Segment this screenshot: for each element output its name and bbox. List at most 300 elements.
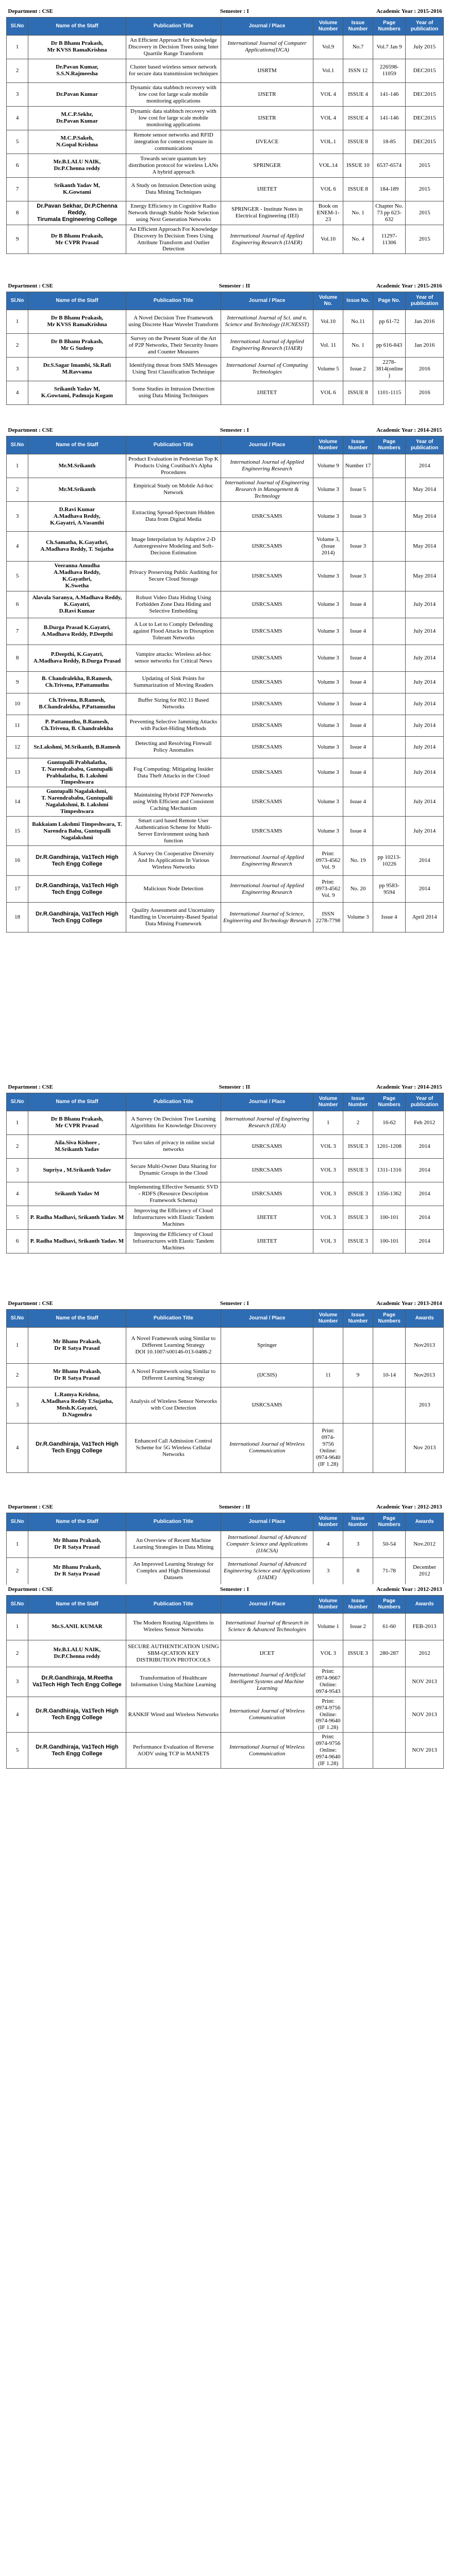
publication-title-cell: Preventing Selective Jamming Attacks with Packet-Hiding Methods: [126, 715, 221, 736]
table-row: [7, 1423, 444, 1472]
journal-name-cell: International Journal of Science, Engineering and Technology Research: [221, 903, 313, 933]
column-header: Journal / Place: [221, 292, 313, 310]
publication-table: [6, 1298, 444, 1473]
issue-cell: Issue 4: [343, 693, 373, 715]
journal-name-cell: International Journal of Advanced Engineering Science and Applications (IJADE): [221, 1557, 313, 1584]
journal-name-cell: IJIETET: [221, 177, 313, 201]
staff-name-cell: Sr.Lakshmi, M.Srikanth, B.Ramesh: [28, 736, 126, 758]
column-header: Page Numbers: [373, 1595, 406, 1613]
issue-cell: ISSUE 8: [343, 381, 373, 404]
year-cell: July 2014: [406, 693, 444, 715]
pages-cell: 18-85: [373, 130, 406, 154]
column-header: Sl.No: [7, 1595, 28, 1613]
journal-name-cell: IJSRCSAMS: [221, 1158, 313, 1182]
volume-cell: Vol.10: [313, 225, 343, 254]
journal-name-cell: IJSRCSAMS: [221, 671, 313, 693]
volume-cell: 11: [313, 1363, 343, 1387]
row-number-cell: 2: [7, 1640, 28, 1667]
pages-cell: [373, 454, 406, 478]
year-cell: July 2014: [406, 817, 444, 846]
volume-cell: Volume 3: [313, 671, 343, 693]
staff-name-cell: Mr Bhanu Prakash, Dr R Satya Prasad: [28, 1557, 126, 1584]
issue-cell: No. 20: [343, 876, 373, 903]
column-header: Page Numbers: [373, 436, 406, 454]
pages-cell: pp 10213-10226: [373, 846, 406, 876]
year-cell: July 2014: [406, 715, 444, 736]
year-cell: July 2014: [406, 645, 444, 671]
journal-name-cell: International Journal of Applied Engineering Research (IJAER): [221, 225, 313, 254]
pages-cell: 61-60: [373, 1613, 406, 1640]
pages-cell: [373, 693, 406, 715]
volume-cell: VOL.14: [313, 154, 343, 177]
staff-name-cell: Bakkaiam Lakshmi Timpeshwara, T. Narendra Babu, Guntupalli Nagalakshmi: [28, 817, 126, 846]
pages-cell: 1201-1208: [373, 1134, 405, 1158]
journal-name-cell: IJSRCSAMS: [221, 715, 313, 736]
issue-cell: Issue 2: [343, 357, 373, 381]
column-header: Sl.No: [7, 1093, 28, 1111]
pages-cell: [373, 1667, 406, 1697]
staff-name-cell: Mr Bhanu Prakash, Dr R Satya Prasad: [28, 1327, 126, 1363]
issue-cell: No.7: [343, 35, 373, 59]
pages-cell: 11297-11306: [373, 225, 406, 254]
volume-cell: Print: 0974- 9756 Online: 0974-9640 (IF 1.28): [313, 1423, 343, 1472]
staff-name-cell: Dr.Pavan Kumar, S.S.N.Rajmeesha: [28, 59, 126, 82]
staff-name-cell: Dr B Bhanu Prakash, Mr G Sudeep: [28, 333, 126, 357]
semester-label: Semester : II: [126, 1502, 343, 1513]
journal-name-cell: International Journal of Wireless Communication: [221, 1733, 313, 1769]
row-number-cell: 3: [7, 1387, 28, 1423]
table-row: [7, 645, 444, 671]
staff-name-cell: Ch.Trivena, B.Ramesh, B.Chandralekha, P.Pattamuthu: [28, 693, 126, 715]
row-number-cell: 10: [7, 693, 28, 715]
publication-title-cell: Cluster based wireless sensor network for secure data transmission techniques: [126, 59, 221, 82]
row-number-cell: 15: [7, 817, 28, 846]
semester-label: Semester : I: [126, 6, 343, 17]
issue-cell: 9: [343, 1363, 373, 1387]
volume-cell: Volume 3: [313, 758, 343, 787]
year-cell: May 2014: [406, 561, 444, 591]
row-number-cell: 4: [7, 381, 28, 404]
publication-title-cell: Smart card based Remote User Authentication Scheme for Multi-Server Environment using hash function: [126, 817, 221, 846]
column-header: Issue Number: [343, 1093, 373, 1111]
issue-cell: Issue 3: [343, 561, 373, 591]
issue-cell: ISSUE 3: [343, 1158, 373, 1182]
row-number-cell: 6: [7, 1229, 28, 1253]
publication-title-cell: Remote sensor networks and RFID integration for context exposure in communications: [126, 130, 221, 154]
publication-title-cell: Fog Computing: Mitigating Insider Data Theft Attacks in the Cloud: [126, 758, 221, 787]
volume-cell: VOL 6: [313, 381, 343, 404]
table-row: [7, 1363, 444, 1387]
publication-title-cell: Extracting Spread-Spectrum Hidden Data from Digital Media: [126, 501, 221, 531]
volume-cell: Print: 0973-4562 Vol. 9: [313, 876, 343, 903]
pages-cell: 184-189: [373, 177, 406, 201]
row-number-cell: 7: [7, 618, 28, 645]
academic-year-label: Academic Year : 2015-2016: [343, 6, 444, 17]
column-header: Name of the Staff: [28, 1309, 126, 1327]
volume-cell: Volume 3: [313, 618, 343, 645]
staff-name-cell: Ch.Samatha, K.Gayathri, A.Madhava Reddy, T. Sujatha: [28, 531, 126, 561]
issue-cell: ISSUE 3: [343, 1182, 373, 1206]
volume-cell: Volume 3: [313, 561, 343, 591]
year-cell: December 2012: [406, 1557, 444, 1584]
pages-cell: 71-78: [373, 1557, 405, 1584]
column-header: Publication Title: [126, 1595, 221, 1613]
publication-title-cell: Privacy Preserving Public Auditing for Secure Cloud Storage: [126, 561, 221, 591]
column-header: Issue Number: [343, 1309, 373, 1327]
table-row: [7, 903, 444, 933]
department-label: Department : CSE: [7, 1584, 126, 1595]
issue-cell: ISSUE 4: [343, 106, 373, 130]
row-number-cell: 3: [7, 357, 28, 381]
year-cell: Nov.2012: [406, 1531, 444, 1557]
department-label: Department : CSE: [7, 425, 126, 436]
year-cell: April 2014: [406, 903, 444, 933]
table-row: [7, 1206, 444, 1229]
volume-cell: Vol.9: [313, 35, 343, 59]
row-number-cell: 1: [7, 310, 28, 333]
publication-title-cell: Some Studies in Intrusion Detection using Data Mining Techniques: [126, 381, 221, 404]
journal-name-cell: Springer: [221, 1327, 313, 1363]
issue-cell: No. 19: [343, 846, 373, 876]
publication-section: [6, 6, 444, 254]
publication-title-cell: A Survey On Cooperative Diversity And Its Applications In Various Wireless Networks: [126, 846, 221, 876]
year-cell: 2014: [406, 1229, 444, 1253]
issue-cell: Issue 4: [343, 715, 373, 736]
column-header: Name of the Staff: [28, 1595, 126, 1613]
row-number-cell: 3: [7, 1158, 28, 1182]
pages-cell: [373, 618, 406, 645]
column-header: Issue Number: [343, 436, 373, 454]
staff-name-cell: Dr.S.Sagar Imambi, Sk.Rafi M.Ravvama: [28, 357, 126, 381]
issue-cell: Issue 4: [343, 671, 373, 693]
row-number-cell: 11: [7, 715, 28, 736]
row-number-cell: 2: [7, 59, 28, 82]
column-header: Page Numbers: [373, 17, 406, 35]
semester-label: Semester : I: [126, 425, 343, 436]
column-header: Name of the Staff: [28, 1093, 126, 1111]
publication-title-cell: A Lot to Let to Comply Defending against Flood Attacks in Disruption Tolerant Networks: [126, 618, 221, 645]
table-row: [7, 758, 444, 787]
journal-name-cell: IJSRCSAMS: [221, 787, 313, 817]
staff-name-cell: Aila.Siva Kishore , M.Srikanth Yadav: [28, 1134, 126, 1158]
row-number-cell: 6: [7, 591, 28, 618]
volume-cell: Book on ENEM-1-23: [313, 201, 343, 225]
volume-cell: Volume 1: [313, 1613, 343, 1640]
staff-name-cell: Dr.Pavan Kumar: [28, 82, 126, 106]
year-cell: 2015: [406, 154, 444, 177]
pages-cell: [373, 1327, 406, 1363]
staff-name-cell: Dr.Pavan Sekhar, Dr.P.Chenna Reddy, Tirumala Engineering College: [28, 201, 126, 225]
volume-cell: Volume 3: [313, 478, 343, 501]
year-cell: 2016: [406, 357, 444, 381]
row-number-cell: 1: [7, 1327, 28, 1363]
volume-cell: VOL 4: [313, 82, 343, 106]
year-cell: 2014: [406, 846, 444, 876]
volume-cell: [313, 1327, 343, 1363]
publication-table: [6, 1082, 444, 1253]
table-row: [7, 177, 444, 201]
staff-name-cell: P.Deepthi, K.Gayatri, A.Madhava Reddy, B.Durga Prasad: [28, 645, 126, 671]
staff-name-cell: Dr.R.Gandhiraja, Va1Tech High Tech Engg College: [28, 876, 126, 903]
table-row: [7, 531, 444, 561]
volume-cell: Vol. 11: [313, 333, 343, 357]
column-header: Year of publication: [406, 17, 444, 35]
staff-name-cell: Mr.S.ANIL KUMAR: [28, 1613, 126, 1640]
table-row: [7, 357, 444, 381]
issue-cell: ISSUE 10: [343, 154, 373, 177]
staff-name-cell: Dr.R.Gandhiraja, Va1Tech High Tech Engg College: [28, 1697, 126, 1733]
table-row: [7, 693, 444, 715]
journal-name-cell: IJSRTM: [221, 59, 313, 82]
column-header: Journal / Place: [221, 1513, 313, 1531]
row-number-cell: 2: [7, 1134, 28, 1158]
table-row: [7, 787, 444, 817]
row-number-cell: 1: [7, 35, 28, 59]
year-cell: DEC2015: [406, 106, 444, 130]
semester-label: Semester : II: [126, 281, 343, 292]
academic-year-label: Academic Year : 2013-2014: [343, 1298, 444, 1309]
column-header: Publication Title: [126, 436, 221, 454]
pages-cell: 10-14: [373, 1363, 406, 1387]
year-cell: DEC2015: [406, 130, 444, 154]
publication-table: [6, 1584, 444, 1769]
pages-cell: 2278-3814(online): [373, 357, 405, 381]
row-number-cell: 2: [7, 1557, 28, 1584]
row-number-cell: 17: [7, 876, 28, 903]
pages-cell: Vol.7 Jan 9: [373, 35, 406, 59]
staff-name-cell: Dr.R.Gandhiraja, Va1Tech High Tech Engg College: [28, 1423, 126, 1472]
year-cell: Nov2013: [406, 1327, 444, 1363]
row-number-cell: 6: [7, 154, 28, 177]
table-row: [7, 1667, 444, 1697]
volume-cell: Volume 3: [313, 715, 343, 736]
year-cell: 2012: [406, 1640, 444, 1667]
pages-cell: 141-146: [373, 106, 406, 130]
staff-name-cell: Dr.R.Gandhiraja, Va1Tech High Tech Engg College: [28, 903, 126, 933]
row-number-cell: 4: [7, 531, 28, 561]
row-number-cell: 12: [7, 736, 28, 758]
row-number-cell: 7: [7, 177, 28, 201]
pages-cell: [373, 1697, 406, 1733]
journal-name-cell: International Journal of Computing Technologies: [221, 357, 313, 381]
publication-section: [6, 1082, 444, 1253]
pages-cell: [373, 715, 406, 736]
staff-name-cell: Srikanth Yadav M, K.Gowtami, Padmaja Kogam: [28, 381, 126, 404]
row-number-cell: 4: [7, 1423, 28, 1472]
table-row: [7, 1158, 444, 1182]
publication-title-cell: Detecting and Resolving Firewall Policy Anomalies: [126, 736, 221, 758]
column-header: Volume Number: [313, 1595, 343, 1613]
table-row: [7, 736, 444, 758]
row-number-cell: 8: [7, 201, 28, 225]
pages-cell: [373, 671, 406, 693]
table-row: [7, 1111, 444, 1134]
department-label: Department : CSE: [7, 281, 126, 292]
staff-name-cell: Veeranna Amudha A.Madhava Reddy, K.Gayathri, K.Swetha: [28, 561, 126, 591]
department-label: Department : CSE: [7, 1082, 126, 1093]
pages-cell: 141-146: [373, 82, 406, 106]
table-row: [7, 1733, 444, 1769]
publication-title-cell: An Efficient Approach for Knowledge Discovery in Decision Trees using Inter Quartile Range Transform: [126, 35, 221, 59]
column-header: Year of publication: [406, 292, 444, 310]
volume-cell: [313, 1387, 343, 1423]
column-header: Journal / Place: [221, 17, 313, 35]
column-header: Volume Number: [313, 1093, 343, 1111]
table-row: [7, 561, 444, 591]
publication-title-cell: Vampire attacks: Wireless ad-hoc sensor networks for Critical News: [126, 645, 221, 671]
publication-title-cell: A Survey On Decision Tree Learning Algorithms for Knowledge Discovery: [126, 1111, 221, 1134]
academic-year-label: Academic Year : 2015-2016: [343, 281, 444, 292]
row-number-cell: 1: [7, 1531, 28, 1557]
department-label: Department : CSE: [7, 1298, 126, 1309]
issue-cell: ISSUE 4: [343, 82, 373, 106]
year-cell: 2014: [406, 876, 444, 903]
row-number-cell: 1: [7, 454, 28, 478]
semester-label: Semester : I: [126, 1298, 343, 1309]
volume-cell: VOL.1: [313, 130, 343, 154]
year-cell: NOV 2013: [406, 1667, 444, 1697]
volume-cell: Print: 0974-9667 Online: 0974-9543: [313, 1667, 343, 1697]
department-label: Department : CSE: [7, 1502, 126, 1513]
row-number-cell: 9: [7, 671, 28, 693]
row-number-cell: 8: [7, 645, 28, 671]
column-header: Sl.No: [7, 1309, 28, 1327]
column-header: Journal / Place: [221, 1309, 313, 1327]
column-header: Name of the Staff: [28, 436, 126, 454]
publication-title-cell: Enhanced Call Admission Control Scheme for 5G Wireless Cellular Networks: [126, 1423, 221, 1472]
academic-year-label: Academic Year : 2014-2015: [343, 1082, 444, 1093]
table-row: [7, 310, 444, 333]
publication-title-cell: RANKIF Wired and Wireless Networks: [126, 1697, 221, 1733]
table-row: [7, 715, 444, 736]
pages-cell: [373, 787, 406, 817]
publication-title-cell: Dynamic data stabbnch recovery with low cost for large scale mobile monitoring applications: [126, 106, 221, 130]
column-header: Name of the Staff: [28, 1513, 126, 1531]
publication-title-cell: Product Evaluation in Pedestrian Top K Products Using Coutibach's Alpha Procedures: [126, 454, 221, 478]
pages-cell: 1101-1115: [373, 381, 405, 404]
pages-cell: [373, 478, 406, 501]
table-row: [7, 591, 444, 618]
row-number-cell: 1: [7, 1613, 28, 1640]
staff-name-cell: Mr.M.Srikanth: [28, 454, 126, 478]
row-number-cell: 2: [7, 333, 28, 357]
table-row: [7, 59, 444, 82]
volume-cell: Volume 3, (Issue 2014): [313, 531, 343, 561]
journal-name-cell: IJIETET: [221, 381, 313, 404]
year-cell: Jan 2016: [406, 333, 444, 357]
journal-name-cell: IJSRCSAMS: [221, 1387, 313, 1423]
issue-cell: ISSUE 3: [343, 1206, 373, 1229]
publication-table: [6, 281, 444, 405]
column-header: Issue Number: [343, 1513, 373, 1531]
staff-name-cell: Mr Bhanu Prakash, Dr R Satya Prasad: [28, 1531, 126, 1557]
volume-cell: VOL 3: [313, 1229, 343, 1253]
publication-title-cell: Transformation of Healthcare Information Using Machine Learning: [126, 1667, 221, 1697]
row-number-cell: 2: [7, 478, 28, 501]
volume-cell: Vol.1: [313, 59, 343, 82]
column-header: Year of publication: [406, 436, 444, 454]
pages-cell: [373, 1387, 406, 1423]
column-header: Page Numbers: [373, 1309, 406, 1327]
publication-section: [6, 1298, 444, 1473]
column-header: Year of publication: [406, 1093, 444, 1111]
issue-cell: [343, 1667, 373, 1697]
volume-cell: 1: [313, 1111, 343, 1134]
year-cell: July 2014: [406, 758, 444, 787]
publication-title-cell: The Modern Routing Algorithms in Wireless Sensor Networks: [126, 1613, 221, 1640]
journal-name-cell: IJSRCSAMS: [221, 1182, 313, 1206]
column-header: Publication Title: [126, 1093, 221, 1111]
publication-table: [6, 1502, 444, 1585]
academic-year-label: Academic Year : 2012-2013: [343, 1584, 444, 1595]
publication-title-cell: Towards secure quantum key distribution protocol for wireless LANs A hybrid approach: [126, 154, 221, 177]
table-row: [7, 817, 444, 846]
issue-cell: Issue 4: [343, 817, 373, 846]
staff-name-cell: Dr B Bhanu Prakash, Mr KVSS RamaKrishna: [28, 310, 126, 333]
pages-cell: [373, 561, 406, 591]
issue-cell: 3: [343, 1531, 373, 1557]
year-cell: DEC2015: [406, 82, 444, 106]
column-header: Publication Title: [126, 1309, 221, 1327]
year-cell: July 2015: [406, 35, 444, 59]
staff-name-cell: L.Ramya Krishna, A.Madhava Reddy T.Sujatha, Mesh.K.Gayatri, D.Nagendra: [28, 1387, 126, 1423]
row-number-cell: 2: [7, 1363, 28, 1387]
year-cell: July 2014: [406, 671, 444, 693]
year-cell: Nov2013: [406, 1363, 444, 1387]
journal-name-cell: IJSETR: [221, 82, 313, 106]
year-cell: 2014: [406, 1134, 444, 1158]
issue-cell: Issue 4: [343, 758, 373, 787]
issue-cell: [343, 1697, 373, 1733]
pages-cell: 226598-11059: [373, 59, 406, 82]
pages-cell: [373, 501, 406, 531]
pages-cell: Chapter No. 73 pp 623-632: [373, 201, 406, 225]
table-row: [7, 82, 444, 106]
journal-name-cell: International Journal of Wireless Communication: [221, 1423, 313, 1472]
academic-year-label: Academic Year : 2014-2015: [343, 425, 444, 436]
column-header: Volume Number: [313, 1309, 343, 1327]
publication-title-cell: Quality Assessment and Uncertainty Handling in Uncertainty-Based Spatial Data Mining Framework: [126, 903, 221, 933]
issue-cell: Issue 3: [343, 531, 373, 561]
publication-title-cell: Improving the Efficiency of Cloud Infrastructures with Elastic Tandem Machines: [126, 1229, 221, 1253]
column-header: Name of the Staff: [28, 17, 126, 35]
column-header: Journal / Place: [221, 1595, 313, 1613]
table-row: [7, 876, 444, 903]
issue-cell: Issue 5: [343, 478, 373, 501]
journal-name-cell: IJSRCSAMS: [221, 758, 313, 787]
journal-name-cell: International Journal of Computer Applications(IJCA): [221, 35, 313, 59]
journal-name-cell: International Journal of Applied Engineering Research: [221, 454, 313, 478]
staff-name-cell: Dr.R.Gandhiraja, Va1Tech High Tech Engg College: [28, 1733, 126, 1769]
publication-title-cell: Image Interpolation by Adaptive 2-D Autoregressive Modeling and Soft-Decision Estimation: [126, 531, 221, 561]
issue-cell: ISSUE 8: [343, 130, 373, 154]
year-cell: Feb 2012: [406, 1111, 444, 1134]
issue-cell: 8: [343, 1557, 373, 1584]
publication-table: [6, 6, 444, 254]
column-header: Page Numbers: [373, 1093, 405, 1111]
journal-name-cell: International Journal of Advanced Computer Science and Applications (IJACSA): [221, 1531, 313, 1557]
issue-cell: 2: [343, 1111, 373, 1134]
row-number-cell: 5: [7, 561, 28, 591]
pages-cell: [373, 736, 406, 758]
table-row: [7, 1327, 444, 1363]
column-header: Sl.No: [7, 1513, 28, 1531]
table-row: [7, 1557, 444, 1584]
year-cell: July 2014: [406, 618, 444, 645]
publication-title-cell: Robust Video Data Hiding Using Forbidden Zone Data Hiding and Selective Embedding: [126, 591, 221, 618]
pages-cell: [373, 591, 406, 618]
volume-cell: VOL 6: [313, 177, 343, 201]
